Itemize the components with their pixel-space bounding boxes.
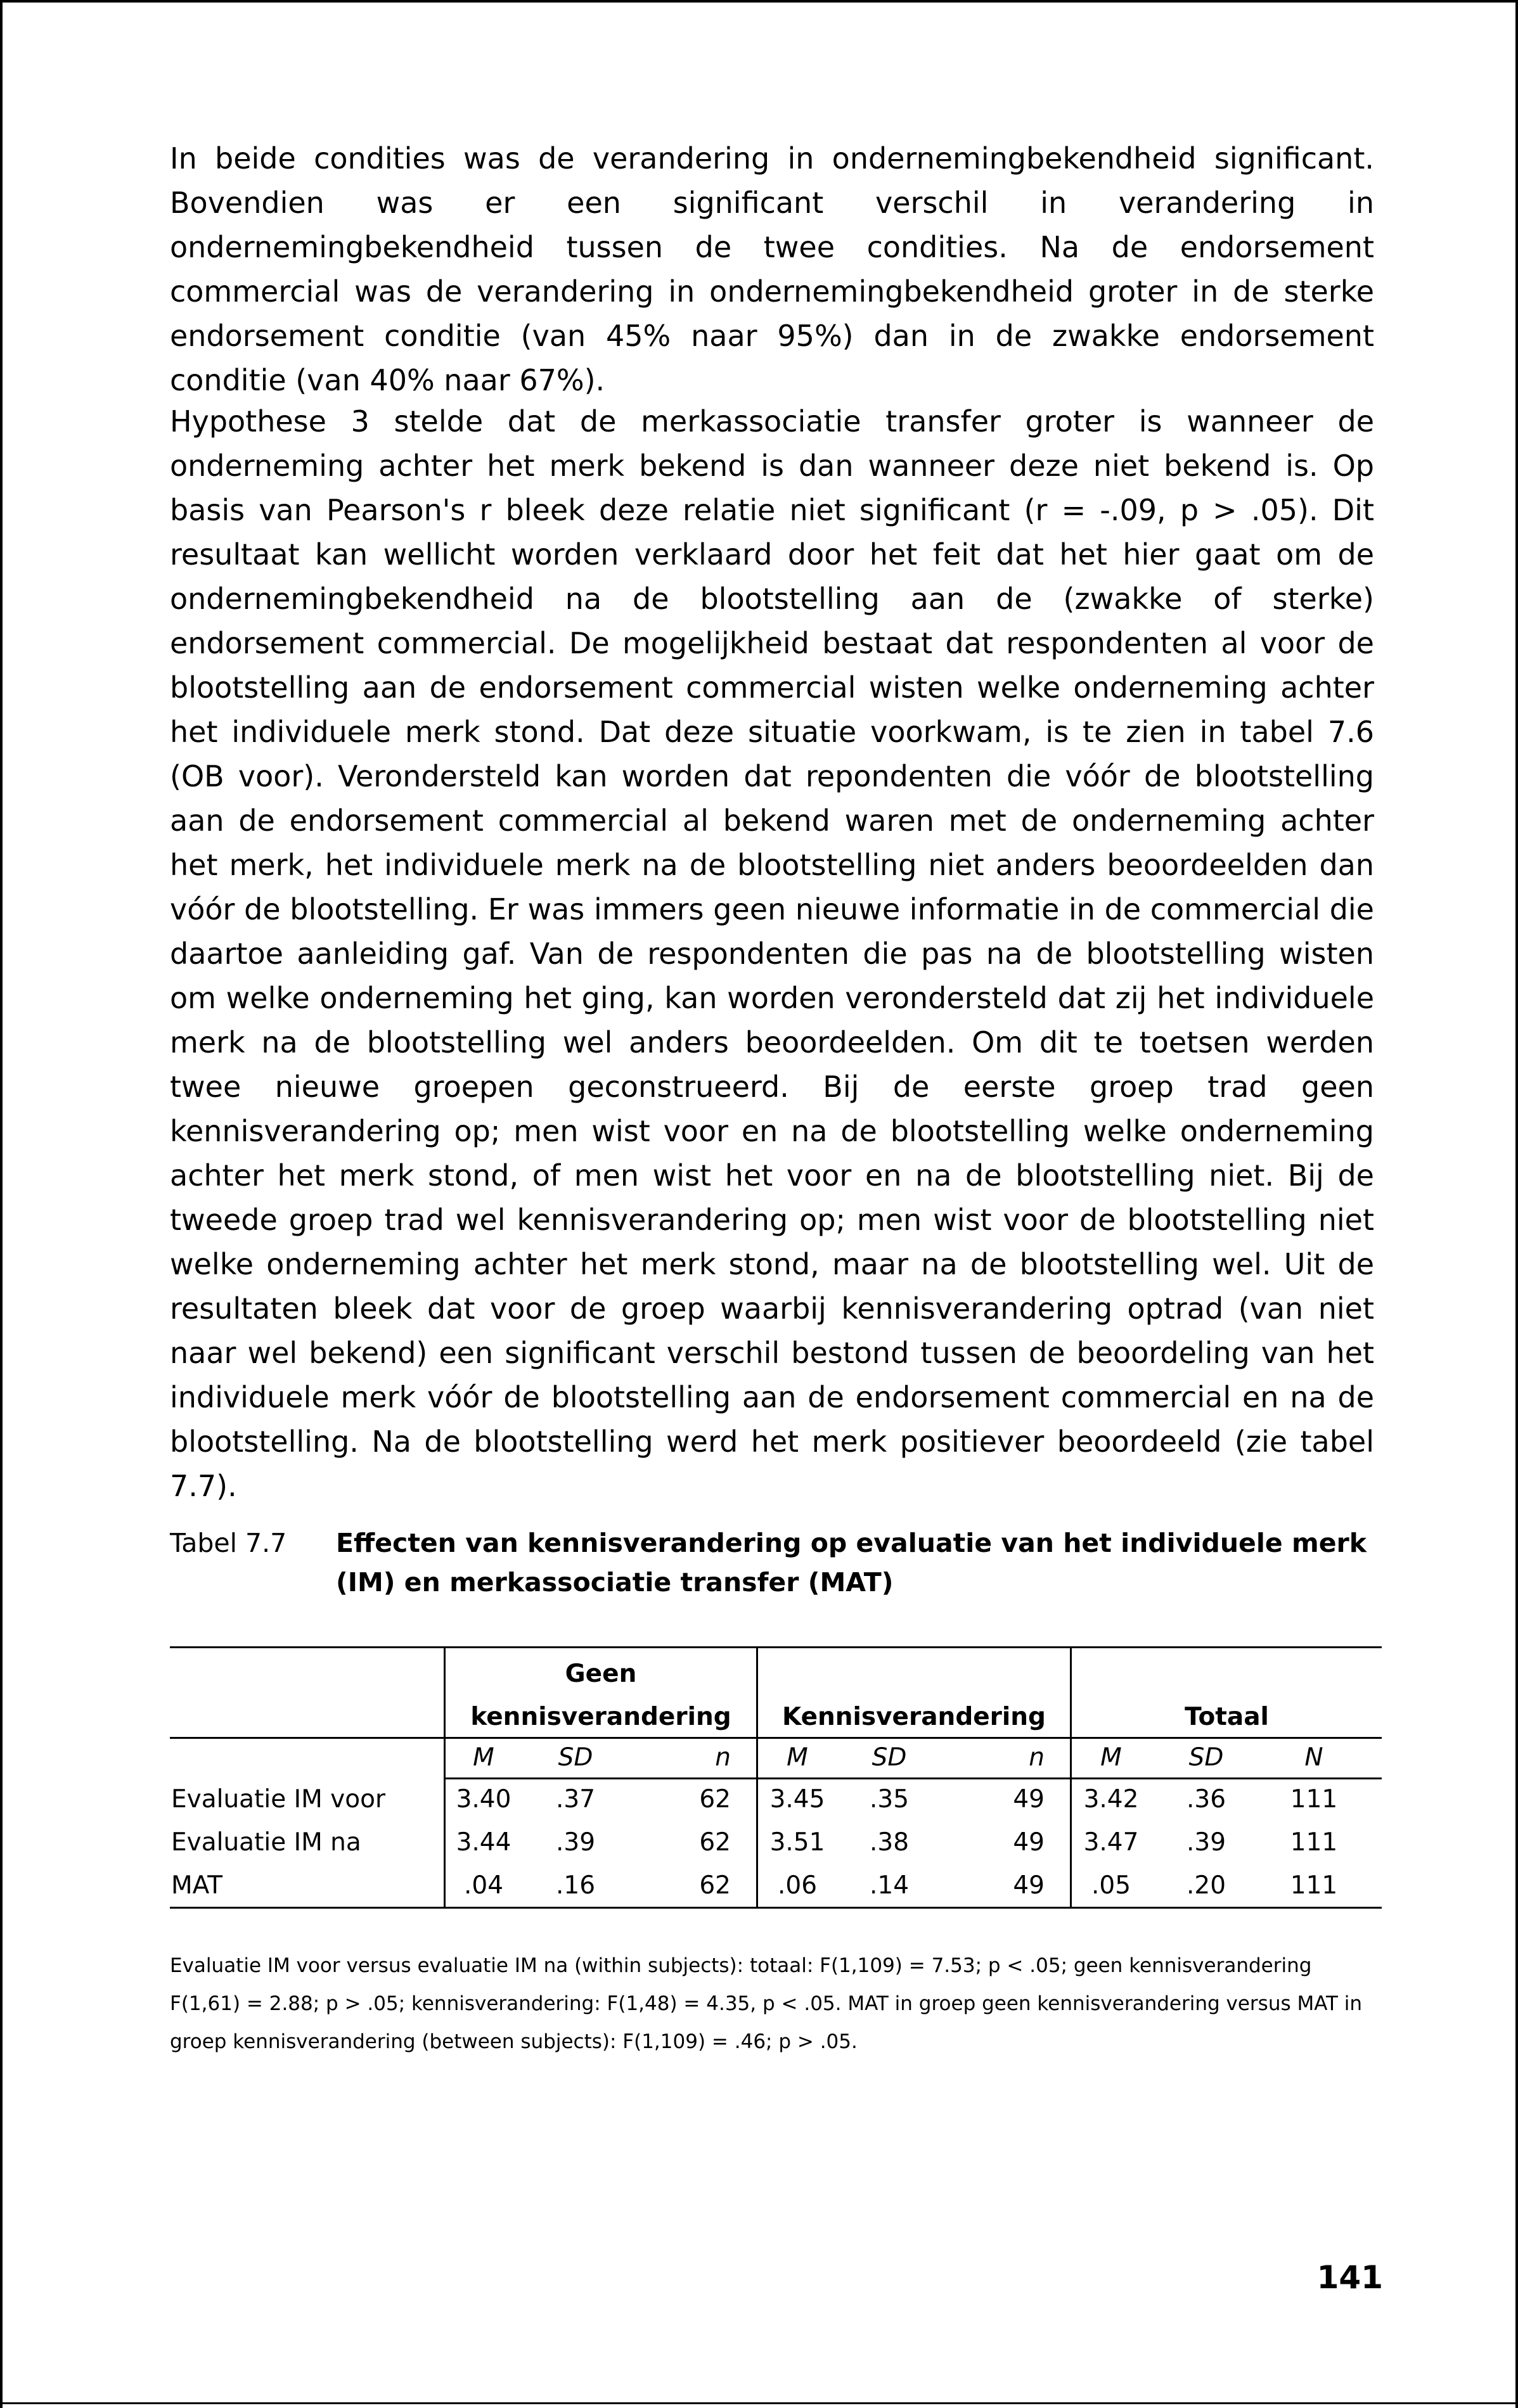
table-cell: 3.40 [456, 1785, 511, 1814]
table-cell: 49 [1013, 1871, 1045, 1900]
table-cell: 111 [1290, 1785, 1338, 1814]
table-cell: 3.42 [1083, 1785, 1139, 1814]
table-cell: .38 [869, 1828, 910, 1857]
table-cell: 111 [1290, 1871, 1338, 1900]
table-cell: .16 [555, 1871, 596, 1900]
page-border-top [0, 0, 1518, 3]
page-border-bottom [0, 2402, 1518, 2404]
table-title: Effecten van kennisverandering op evaluatie van het individuele merk (IM) en merkassociatie transfer (MAT) [336, 1528, 1367, 1598]
subheader-sd-2: SD [872, 1743, 907, 1772]
table-cell: .05 [1091, 1871, 1131, 1900]
table-note: Evaluatie IM voor versus evaluatie IM na (within subjects): totaal: F(1,109) = 7.53; p < .05; geen kennisverandering F(1,61) = 2.88; p > .05; kennisverandering: F(1,48) = 4.35, p < .05. MAT in groep geen kennisverandering versus MAT in groep kennisverandering (between subjects): F(1,109) = .46; p > .05. [170, 1954, 1363, 2053]
group-header-totaal: Totaal [1185, 1703, 1269, 1731]
table-cell: .14 [869, 1871, 910, 1900]
subheader-m-3: M [1100, 1743, 1122, 1772]
table-cell: 3.44 [456, 1828, 511, 1857]
subheader-n-1: n [715, 1743, 731, 1772]
table-cell: .35 [869, 1785, 910, 1814]
group-header-geen-kennisverandering: kennisverandering [470, 1703, 731, 1731]
table-cell: .06 [777, 1871, 818, 1900]
table-cell: 49 [1013, 1785, 1045, 1814]
table-cell: .39 [555, 1828, 596, 1857]
table-subheader-rule [444, 1777, 1382, 1779]
group-header-geen-top: Geen [565, 1660, 637, 1688]
table-top-rule [170, 1646, 1382, 1648]
table-bottom-rule [170, 1907, 1382, 1909]
subheader-n-3: N [1304, 1743, 1323, 1772]
subheader-n-2: n [1029, 1743, 1045, 1772]
page-border-left [0, 0, 3, 2408]
table-cell: 3.45 [769, 1785, 825, 1814]
subheader-m-1: M [473, 1743, 494, 1772]
table-cell: .20 [1186, 1871, 1226, 1900]
row-label-mat: MAT [171, 1871, 223, 1900]
page-number: 141 [1316, 2259, 1383, 2296]
table-divider-2 [756, 1646, 758, 1909]
results-table [170, 1646, 1382, 1909]
table-cell: 3.51 [769, 1828, 825, 1857]
row-label-evaluatie-im-na: Evaluatie IM na [171, 1828, 361, 1857]
subheader-sd-3: SD [1188, 1743, 1224, 1772]
table-cell: 49 [1013, 1828, 1045, 1857]
table-label: Tabel 7.7 [170, 1528, 287, 1558]
table-cell: .39 [1186, 1828, 1226, 1857]
subheader-sd-1: SD [558, 1743, 593, 1772]
group-header-kennisverandering: Kennisverandering [782, 1703, 1046, 1731]
table-header-rule [170, 1737, 1382, 1739]
subheader-m-2: M [787, 1743, 808, 1772]
table-cell: 62 [699, 1828, 731, 1857]
row-label-evaluatie-im-voor: Evaluatie IM voor [171, 1785, 385, 1814]
table-cell: .04 [463, 1871, 504, 1900]
paragraph-2: Hypothese 3 stelde dat de merkassociatie transfer groter is wanneer de onderneming achter het merk bekend is dan wanneer deze niet bekend is. Op basis van Pearson's r bleek deze relatie niet significant (r = -.09, p > .05). Dit resultaat kan wellicht worden verklaard door het feit dat het hier gaat om de ondernemingbekendheid na de blootstelling aan de (zwakke of sterke) endorsement commercial. De mogelijkheid bestaat dat respondenten al voor de blootstelling aan de endorsement commercial wisten welke onderneming achter het individuele merk stond. Dat deze situatie voorkwam, is te zien in tabel 7.6 (OB voor). Verondersteld kan worden dat repondenten die vóór de blootstelling aan de endorsement commercial al bekend waren met de onderneming achter het merk, het individuele merk na de blootstelling niet anders beoordeelden dan vóór de blootstelling. Er was immers geen nieuwe informatie in de commercial die daartoe aanleiding gaf. Van de respondenten die pas na de blootstelling wisten om welke onderneming het ging, kan worden verondersteld dat zij het individuele merk na de blootstelling wel anders beoordeelden. Om dit te toetsen werden twee nieuwe groepen geconstrueerd. Bij de eerste groep trad geen kennisverandering op; men wist voor en na de blootstelling welke onderneming achter het merk stond, of men wist het voor en na de blootstelling niet. Bij de tweede groep trad wel kennisverandering op; men wist voor de blootstelling niet welke onderneming achter het merk stond, maar na de blootstelling wel. Uit de resultaten bleek dat voor de groep waarbij kennisverandering optrad (van niet naar wel bekend) een significant verschil bestond tussen de beoordeling van het individuele merk vóór de blootstelling aan de endorsement commercial en na de blootstelling. Na de blootstelling werd het merk positiever beoordeeld (zie tabel 7.7). [170, 404, 1374, 1503]
page-border-right [1515, 0, 1518, 2408]
table-divider-3 [1070, 1646, 1072, 1909]
table-cell: 3.47 [1083, 1828, 1139, 1857]
paragraph-1: In beide condities was de verandering in ondernemingbekendheid significant. Bovendien was er een significant verschil in verandering in ondernemingbekendheid tussen de twee condities. Na de endorsement commercial was de verandering in ondernemingbekendheid groter in de sterke endorsement conditie (van 45% naar 95%) dan in de zwakke endorsement conditie (van 40% naar 67%). [170, 141, 1374, 397]
table-cell: 62 [699, 1785, 731, 1814]
table-cell: .37 [555, 1785, 596, 1814]
table-cell: 111 [1290, 1828, 1338, 1857]
table-cell: .36 [1186, 1785, 1226, 1814]
table-cell: 62 [699, 1871, 731, 1900]
